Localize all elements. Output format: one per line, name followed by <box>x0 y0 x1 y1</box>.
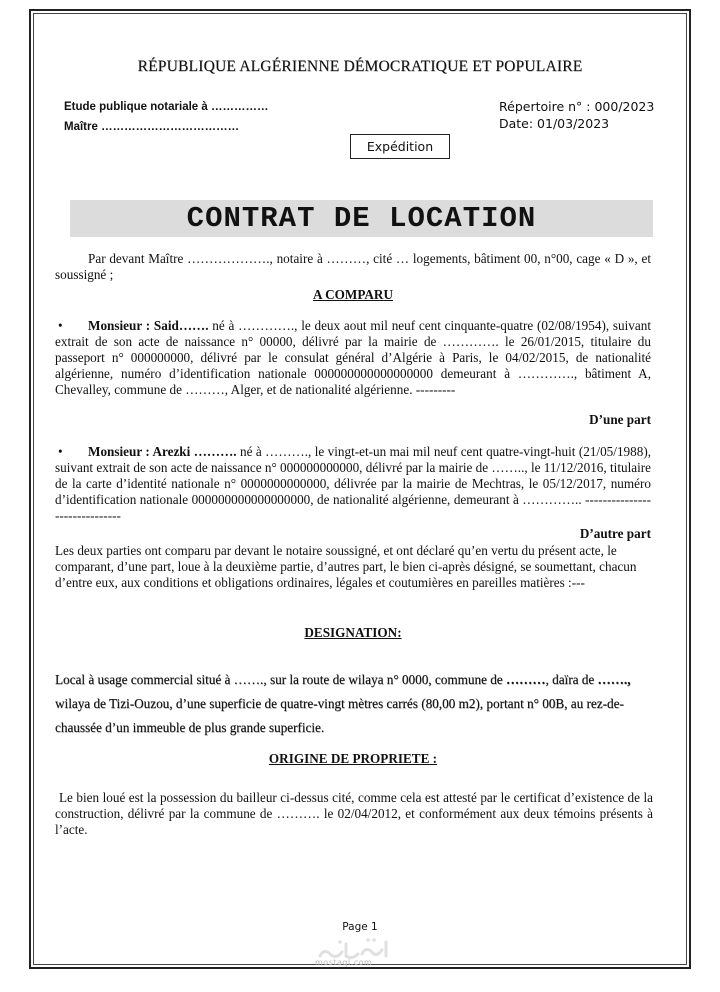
designation-bold-b: ……., <box>597 672 631 687</box>
designation-bold-a: ……… <box>505 672 546 687</box>
designation-text-c: wilaya de Tizi-Ouzou, d’une superficie de quatre-vingt mètres carrés (80,00 m2), portant n° 00B, au rez-de-chaussée d’un immeuble de plus grande superficie. <box>55 696 624 735</box>
comparu-heading: A COMPARU <box>313 287 393 302</box>
designation-text-a: Local à usage commercial situé à ……., sur la route de wilaya n° 0000, commune de <box>55 672 506 687</box>
bullet-icon: • <box>58 444 63 459</box>
contract-title: CONTRAT DE LOCATION <box>186 202 537 235</box>
bullet-icon: • <box>58 318 63 333</box>
document-date: Date: 01/03/2023 <box>499 116 610 131</box>
notarial-study-line: Etude publique notariale à …………… <box>64 101 269 113</box>
designation-paragraph <box>55 668 653 740</box>
second-party-label: D’autre part <box>579 526 651 541</box>
master-line: Maître ……………………………… <box>64 121 240 133</box>
origine-text: Le bien loué est la possession du bailleur ci-dessus cité, comme cela est attesté par le certificat d’existence de la construction, délivré par la commune de ………. le 02/04/2012, et conformément aux deux témoins présents à l’acte. <box>55 790 653 837</box>
party-arezki-name: Monsieur : Arezki ………. <box>88 444 237 459</box>
watermark-text: mostaql.com <box>315 958 373 967</box>
repertoire-number: Répertoire n° : 000/2023 <box>499 99 655 114</box>
party-said-text: né à …………., le deux aout mil neuf cent cinquante-quatre (02/08/1954), suivant extrait de son acte de naissance n° 00000, délivré par la mairie de …………. le 26/01/2015, titulaire du passeport n° 000000000, délivré par le consulat général d’Algérie à Paris, le 04/02/2015, de nationalité algérienne, numéro d’identification nationale 000000000000000000 demeurant à …………., bâtiment A, Chevalley, commune de ………, Alger, et de nationalité algérienne. --------- <box>55 318 651 397</box>
designation-text-b: , daïra de <box>545 672 598 687</box>
party-said-name: Monsieur : Said……. <box>88 318 209 333</box>
republic-heading: RÉPUBLIQUE ALGÉRIENNE DÉMOCRATIQUE ET POPULAIRE <box>137 58 583 75</box>
origine-heading: ORIGINE DE PROPRIETE : <box>268 751 438 766</box>
intro-text: Par devant Maître ………………., notaire à ………, cité … logements, bâtiment 00, n°00, cage « D », et soussigné ; <box>55 251 651 282</box>
party-arezki-text: né à ………., le vingt-et-un mai mil neuf cent quatre-vingt-huit (21/05/1988), suivant extrait de son acte de naissance n° 000000000000, délivré par la mairie de …….., le 11/12/2016, titulaire de la carte d’identité nationale n° 0000000000000, délivrée par la mairie de Mechtras, le 05/12/2017, numéro d’identification nationale 000000000000000000, de nationalité algérienne, demeurant à ………….. ------------------------------ <box>55 444 652 523</box>
party-arezki-paragraph <box>55 444 651 524</box>
party-said-paragraph <box>55 318 651 398</box>
first-party-label: D’une part <box>589 412 651 427</box>
designation-heading: DESIGNATION: <box>304 625 402 640</box>
origine-paragraph <box>55 790 653 838</box>
parties-declaration: Les deux parties ont comparu par devant le notaire soussigné, et ont déclaré qu’en vertu du présent acte, le comparant, d’une part, loue à la deuxième partie, d’autres part, le bien ci-après désigné, se soumettant, chacun d’entre eux, aux conditions et obligations ordinaires, légales et coutumières en pareilles matières :--- <box>55 543 637 590</box>
page-number: Page 1 <box>342 921 378 933</box>
intro-paragraph <box>55 251 651 283</box>
expedition-box: Expédition <box>350 134 450 159</box>
